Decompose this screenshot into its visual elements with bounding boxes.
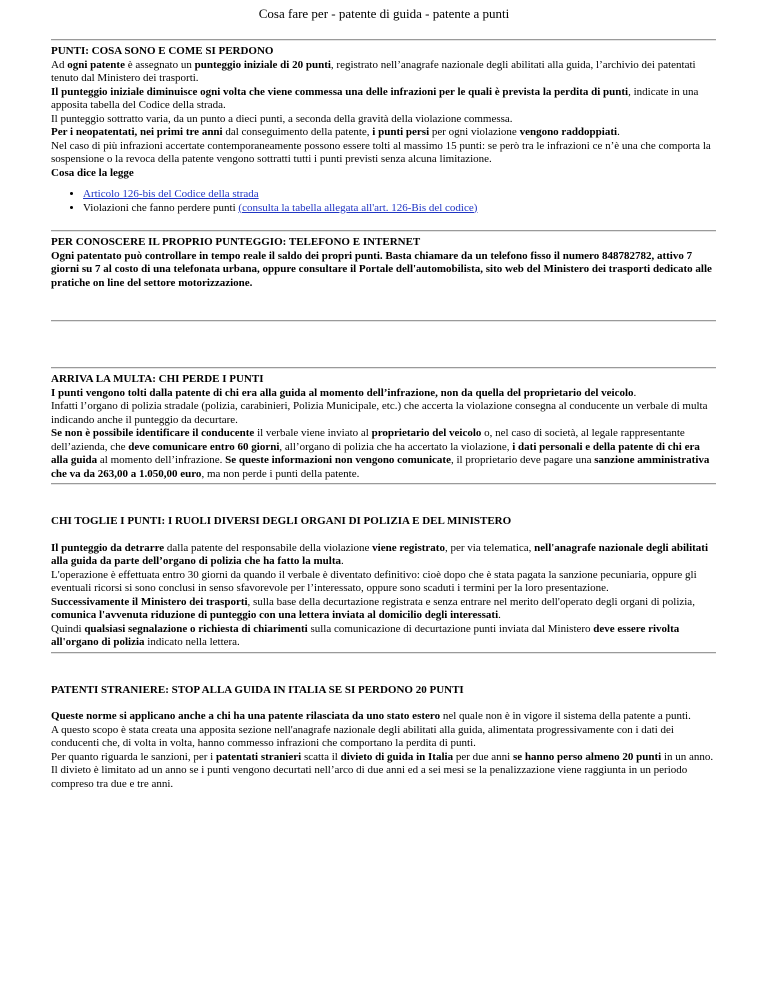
text-run: . [633, 386, 637, 399]
bold-text: divieto di guida in Italia [340, 750, 454, 763]
paragraph [51, 542, 716, 569]
bold-text: Il punteggio iniziale diminuisce ogni volta che viene commessa una delle infrazioni per le quali è prevista la perdita di punti [51, 85, 629, 98]
bold-text: comunica l'avvenuta riduzione di punteggio con una lettera inviata al domicilio degli interessati [51, 609, 499, 621]
section-heading: PUNTI: COSA SONO E COME SI PERDONO [51, 45, 274, 57]
paragraph [51, 387, 716, 401]
paragraph [51, 710, 716, 724]
text-run: il verbale viene inviato al [254, 427, 372, 439]
text-run: Nel caso di più infrazioni accertate contemporaneamente possono essere tolti al massimo 15 punti: se però tra le infrazioni ce n’è una che comporta la sospensione o la revoca della patente vengono sottratti tutti i punti previsti senza alcuna limitazione. [51, 139, 711, 165]
bold-text: Successivamente il Ministero dei trasporti [51, 595, 248, 608]
paragraph [51, 427, 716, 481]
text-run: . [617, 126, 620, 138]
bold-text: sanzione amministrativa che va da 263,00 a 1.050,00 euro [51, 454, 710, 480]
text-run: dal conseguimento della patente, [222, 126, 373, 138]
section-heading: CHI TOGLIE I PUNTI: I RUOLI DIVERSI DEGLI ORGANI DI POLIZIA E DEL MINISTERO [51, 515, 512, 527]
section-who-loses-points [51, 373, 716, 481]
paragraph [51, 126, 716, 140]
bold-text: i dati personali e della patente di chi era alla guida [51, 440, 700, 466]
bold-text: nell'anagrafe nazionale degli abilitati alla guida da parte dell’organo di polizia che ha fatto la multa [51, 541, 709, 567]
section-foreign-licences [51, 684, 716, 792]
bold-text: se hanno perso almeno 20 punti [512, 750, 662, 763]
text-run: o, nel caso di società, al legale rappresentante dell’azienda, che [51, 427, 685, 453]
text-run: è assegnato un [124, 58, 195, 71]
bold-text: viene registrato [372, 541, 445, 554]
section-heading: ARRIVA LA MULTA: CHI PERDE I PUNTI [51, 373, 264, 385]
bold-text: deve essere rivolta all'organo di polizia [51, 622, 680, 648]
article-126-bis-link[interactable]: Articolo 126-bis del Codice della strada [83, 188, 259, 200]
text-run: , indicate in una apposita tabella del Codice della strada. [51, 85, 699, 111]
text-run: nel quale non è in vigore il sistema della patente a punti. [440, 710, 691, 722]
paragraph [51, 623, 716, 650]
law-heading: Cosa dice la legge [51, 166, 134, 179]
text-run: scatta il [301, 750, 341, 763]
paragraph [51, 596, 716, 623]
paragraph [51, 724, 716, 751]
text-run: Infatti l’organo di polizia stradale (polizia, carabinieri, Polizia Municipale, etc.) che accerta la violazione consegna al conducente un verbale di multa indicando anche il punteggio da decurtare. [51, 400, 708, 426]
text-run: Per quanto riguarda le sanzioni, per i [51, 750, 216, 763]
paragraph [51, 113, 716, 127]
section-points-intro [51, 45, 716, 215]
bold-text: proprietario del veicolo [371, 427, 482, 439]
document-title: Cosa fare per - patente di guida - patente a punti [258, 6, 510, 21]
text-run: , il proprietario deve pagare una [450, 454, 595, 466]
paragraph [51, 59, 716, 86]
text-run: Quindi [51, 622, 85, 635]
bold-text: i punti persi [372, 126, 430, 138]
bold-text: punteggio iniziale di 20 punti [194, 58, 331, 71]
bold-text: I punti vengono tolti dalla patente di chi era alla guida al momento dell’infrazione, non da quella del proprietario del veicolo [51, 386, 634, 399]
bold-text: Il punteggio da detrarre [51, 541, 165, 554]
paragraph [51, 140, 716, 167]
law-links-list [51, 188, 716, 215]
violations-table-link[interactable]: (consulta la tabella allegata all'art. 126-Bis del codice) [238, 201, 478, 214]
text-run: indicato nella lettera. [144, 636, 240, 648]
paragraph [51, 764, 716, 791]
bold-text: Queste norme si applicano anche a chi ha una patente rilasciata da uno stato estero [51, 710, 441, 722]
violations-label: Violazioni che fanno perdere punti [83, 201, 239, 214]
text-run: , per via telematica, [444, 541, 535, 554]
text-run: , all’organo di polizia che ha accertato la violazione, [279, 440, 513, 453]
text-run: L'operazione è effettuata entro 30 giorni da quando il verbale è diventato definitivo: cioè dopo che è stata pagata la sanzione pecuniaria, oppure gli eventuali ricorsi si sono conclusi in senso sfavorevole per l’interessato, oppure sono scaduti i termini per la loro presentazione. [51, 568, 697, 594]
bold-text: qualsiasi segnalazione o richiesta di chiarimenti [84, 622, 308, 635]
section-heading: PER CONOSCERE IL PROPRIO PUNTEGGIO: TELEFONO E INTERNET [51, 236, 421, 248]
bold-text: Per i neopatentati, nei primi tre anni [51, 126, 223, 138]
text-run: sulla comunicazione di decurtazione punti inviata dal Ministero [307, 622, 594, 635]
text-run: Ad [51, 58, 68, 71]
text-run: dalla patente del responsabile della violazione [164, 541, 373, 554]
text-run: . [498, 609, 501, 621]
text-run: , sulla base della decurtazione registrata e senza entrare nel merito dell'operato degli organi di polizia, [247, 595, 695, 608]
text-run: per ogni violazione [429, 126, 520, 138]
text-run: per due anni [453, 750, 513, 763]
section-check-score [51, 236, 716, 290]
text-run: al momento dell’infrazione. [97, 454, 226, 466]
paragraph [51, 86, 716, 113]
bold-text: vengono raddoppiati [519, 126, 618, 138]
bold-text: Se queste informazioni non vengono comunicate [225, 454, 451, 466]
text-run: . [340, 555, 344, 567]
text-run: A questo scopo è stata creata una apposita sezione nell'anagrafe nazionale degli abilitati alla guida, alimentata progressivamente con i dati dei conducenti che, di volta in volta, hanno commesso infrazioni che comportano la perdita di punti. [51, 723, 674, 749]
bold-text: deve comunicare entro 60 giorni [128, 440, 280, 453]
paragraph [51, 250, 716, 291]
paragraph [51, 400, 716, 427]
text-run: Il divieto è limitato ad un anno se i punti vengono decurtati nell’arco di due anni ed a sei mesi se la penalizzazione viene raggiunta in un periodo compreso tra due e tre anni. [51, 764, 688, 790]
bold-text: Ogni patentato può controllare in tempo reale il saldo dei propri punti. Basta chiamare da un telefono fisso il numero 848782782, attivo 7 giorni su 7 al costo di una telefonata urbana, oppure consultare il Portale dell'automobilista, sito web del Ministero dei trasporti dedicato alle pratiche on line del settore motorizzazione. [51, 249, 712, 289]
section-heading: PATENTI STRANIERE: STOP ALLA GUIDA IN ITALIA SE SI PERDONO 20 PUNTI [51, 683, 464, 696]
paragraph [51, 569, 716, 596]
bold-text: Se non è possibile identificare il conducente [51, 427, 255, 439]
list-item [83, 188, 716, 202]
text-run: in un anno. [661, 750, 714, 763]
document-body [51, 24, 716, 791]
text-run: , ma non perde i punti della patente. [201, 467, 360, 480]
list-item [83, 202, 716, 216]
paragraph [51, 751, 716, 765]
bold-text: patentati stranieri [215, 750, 302, 763]
bold-text: ogni patente [67, 58, 125, 71]
text-run: Il punteggio sottratto varia, da un punto a dieci punti, a seconda della gravità della violazione commessa. [51, 112, 513, 125]
text-run: , registrato nell’anagrafe nazionale degli abilitati alla guida, l’archivio dei patentati tenuto dal Ministero dei trasporti. [51, 58, 696, 84]
section-who-removes-points [51, 515, 716, 650]
